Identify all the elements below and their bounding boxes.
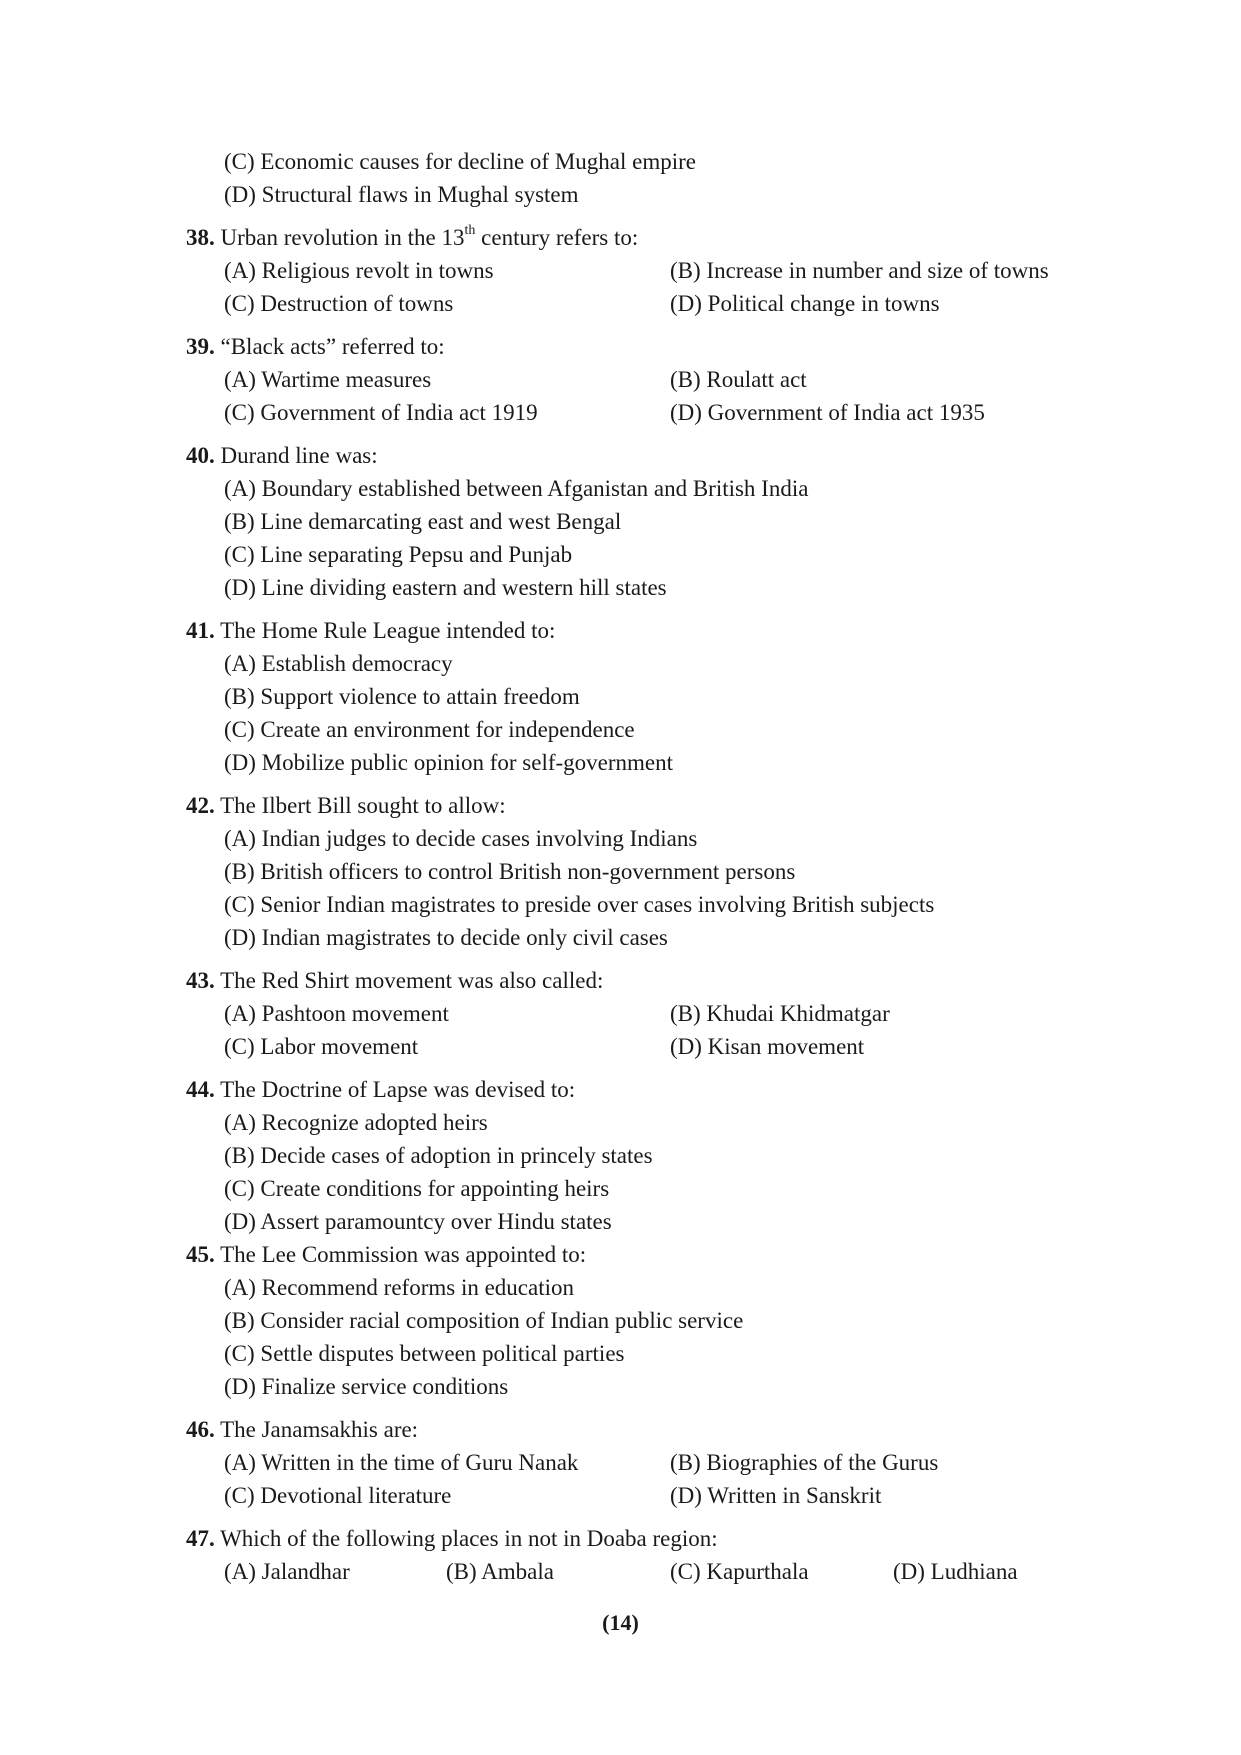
q39-stem-text: “Black acts” referred to: xyxy=(220,334,445,359)
q37-option-c: (C) Economic causes for decline of Mughal empire xyxy=(224,149,696,174)
q41-stem-text: The Home Rule League intended to: xyxy=(220,618,556,643)
q45-option-c: (C) Settle disputes between political parties xyxy=(224,1341,625,1366)
q38-stem xyxy=(186,224,638,252)
q44-stem xyxy=(186,1076,575,1104)
q41-option-d: (D) Mobilize public opinion for self-government xyxy=(224,750,674,775)
q39-option-a: (A) Wartime measures xyxy=(224,367,432,392)
q47-option-d: (D) Ludhiana xyxy=(893,1559,1018,1584)
q44-stem-text: The Doctrine of Lapse was devised to: xyxy=(220,1077,576,1102)
q46-option-b: (B) Biographies of the Gurus xyxy=(670,1450,939,1475)
q42-option-a: (A) Indian judges to decide cases involving Indians xyxy=(224,826,698,851)
q38-option-a: (A) Religious revolt in towns xyxy=(224,258,494,283)
q38-option-d: (D) Political change in towns xyxy=(670,291,940,316)
q43-option-b: (B) Khudai Khidmatgar xyxy=(670,1001,890,1026)
q45-option-d: (D) Finalize service conditions xyxy=(224,1374,509,1399)
q38-stem-text-b: century refers to: xyxy=(475,225,639,250)
q39-number: 39. xyxy=(186,334,215,359)
q45-number: 45. xyxy=(186,1242,215,1267)
q46-stem-text: The Janamsakhis are: xyxy=(220,1417,419,1442)
q42-option-d: (D) Indian magistrates to decide only civil cases xyxy=(224,925,668,950)
q46-option-c: (C) Devotional literature xyxy=(224,1483,452,1508)
q47-option-c: (C) Kapurthala xyxy=(670,1559,809,1584)
q43-number: 43. xyxy=(186,968,215,993)
q47-stem-text: Which of the following places in not in Doaba region: xyxy=(220,1526,718,1551)
q39-option-c: (C) Government of India act 1919 xyxy=(224,400,538,425)
q41-option-a: (A) Establish democracy xyxy=(224,651,453,676)
q42-stem xyxy=(186,792,506,820)
q44-option-c: (C) Create conditions for appointing heirs xyxy=(224,1176,610,1201)
q42-stem-text: The Ilbert Bill sought to allow: xyxy=(220,793,506,818)
q42-number: 42. xyxy=(186,793,215,818)
q45-option-b: (B) Consider racial composition of Indian public service xyxy=(224,1308,744,1333)
q38-option-c: (C) Destruction of towns xyxy=(224,291,454,316)
q42-option-b: (B) British officers to control British non-government persons xyxy=(224,859,796,884)
q39-option-b: (B) Roulatt act xyxy=(670,367,807,392)
q40-option-d: (D) Line dividing eastern and western hill states xyxy=(224,575,667,600)
q47-number: 47. xyxy=(186,1526,215,1551)
q46-option-a: (A) Written in the time of Guru Nanak xyxy=(224,1450,579,1475)
q45-option-a: (A) Recommend reforms in education xyxy=(224,1275,574,1300)
q38-stem-text-a: Urban revolution in the 13 xyxy=(220,225,465,250)
q42-option-c: (C) Senior Indian magistrates to preside over cases involving British subjects xyxy=(224,892,935,917)
q44-number: 44. xyxy=(186,1077,215,1102)
q40-number: 40. xyxy=(186,443,215,468)
q45-stem-text: The Lee Commission was appointed to: xyxy=(220,1242,587,1267)
q47-option-a: (A) Jalandhar xyxy=(224,1559,350,1584)
q43-stem-text: The Red Shirt movement was also called: xyxy=(220,968,604,993)
q44-option-b: (B) Decide cases of adoption in princely states xyxy=(224,1143,653,1168)
q47-stem xyxy=(186,1525,718,1553)
q41-option-b: (B) Support violence to attain freedom xyxy=(224,684,580,709)
q39-option-d: (D) Government of India act 1935 xyxy=(670,400,985,425)
q38-stem-sup: th xyxy=(464,223,476,239)
q40-stem-text: Durand line was: xyxy=(220,443,378,468)
q41-stem xyxy=(186,617,555,645)
q39-stem xyxy=(186,333,445,361)
q43-option-d: (D) Kisan movement xyxy=(670,1034,865,1059)
q43-option-c: (C) Labor movement xyxy=(224,1034,419,1059)
q43-option-a: (A) Pashtoon movement xyxy=(224,1001,449,1026)
q41-option-c: (C) Create an environment for independence xyxy=(224,717,635,742)
q47-option-b: (B) Ambala xyxy=(446,1559,554,1584)
q45-stem xyxy=(186,1241,586,1269)
q40-option-b: (B) Line demarcating east and west Bengal xyxy=(224,509,622,534)
q40-option-c: (C) Line separating Pepsu and Punjab xyxy=(224,542,573,567)
q46-stem xyxy=(186,1416,418,1444)
q37-option-d: (D) Structural flaws in Mughal system xyxy=(224,182,579,207)
q38-number: 38. xyxy=(186,225,215,250)
q46-number: 46. xyxy=(186,1417,215,1442)
q43-stem xyxy=(186,967,603,995)
q44-option-a: (A) Recognize adopted heirs xyxy=(224,1110,488,1135)
q40-option-a: (A) Boundary established between Afganistan and British India xyxy=(224,476,809,501)
q44-option-d: (D) Assert paramountcy over Hindu states xyxy=(224,1209,612,1234)
q41-number: 41. xyxy=(186,618,215,643)
q38-option-b: (B) Increase in number and size of towns xyxy=(670,258,1049,283)
q40-stem xyxy=(186,442,378,470)
page-number: (14) xyxy=(602,1610,639,1635)
q46-option-d: (D) Written in Sanskrit xyxy=(670,1483,882,1508)
